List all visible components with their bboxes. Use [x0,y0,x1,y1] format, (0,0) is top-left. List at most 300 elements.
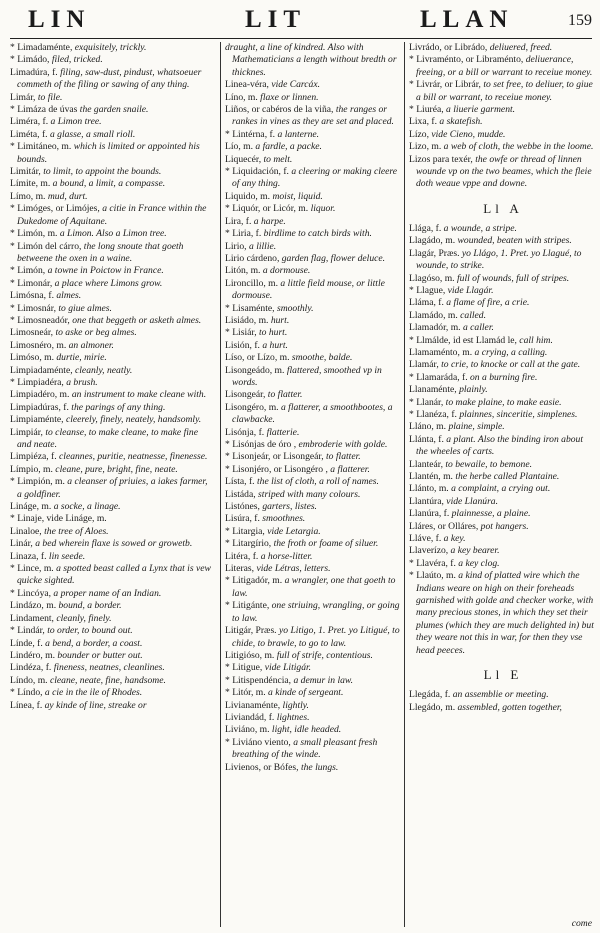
dictionary-entry [225,427,401,439]
dictionary-entry [225,315,401,327]
dictionary-entry [10,303,214,315]
entry-headword: Lisongeádo, m. [225,364,285,376]
dictionary-entry [10,377,214,389]
entry-definition: call him. [516,334,553,346]
dictionary-entry [409,421,597,433]
dictionary-entry [10,600,214,612]
entry-headword: * Llamaráda, f. [409,371,468,383]
entry-definition: a demur in law. [291,674,353,686]
entry-definition: embroderie with golde. [296,439,388,450]
entry-definition: smoothe, balde. [289,352,353,364]
entry-definition: flatterie. [264,426,300,438]
entry-definition: to crie, to knocke or call at the gate. [438,359,581,371]
entry-definition: to limit, to appoint the bounds. [40,166,162,178]
dictionary-entry [409,248,597,273]
entry-headword: Llánto, m. [409,483,449,495]
dictionary-entry [225,402,401,427]
entry-definition: lightnes. [274,711,310,723]
page-number: 159 [568,12,592,29]
dictionary-entry [225,724,401,736]
entry-headword: Lízo, [409,128,429,140]
dictionary-entry [10,315,214,327]
entry-definition: a cie in the ile of Rhodes. [42,687,143,699]
entry-definition: a lanterne. [275,128,320,140]
dictionary-entry [409,434,597,459]
dictionary-entry [10,178,214,190]
dictionary-entry [10,67,214,92]
entry-headword: * Lisaménte, [225,302,275,314]
dictionary-entry [409,689,597,701]
entry-definition: a cleanser of priuies, a iakes farmer, a goldfiner. [17,476,208,500]
entry-headword: Liviáno, m. [225,724,270,736]
entry-headword: Límpio, m. [10,463,53,475]
entry-definition: a brush. [63,376,98,388]
dictionary-entry [409,521,597,533]
dictionary-entry [409,533,597,545]
dictionary-entry [10,700,214,712]
entry-definition: the herbe called Plantaine. [452,471,560,482]
dictionary-entry [225,526,401,538]
entry-headword: * Líndo, [10,687,43,699]
entry-headword: Lironcillo, m. [225,277,279,289]
dictionary-entry [10,402,214,414]
entry-definition: a fardle, a packe. [252,141,322,153]
entry-headword: Liquecér, [225,153,262,165]
entry-headword: * Llanár, [409,396,444,408]
entry-headword: Lirio, [225,240,247,252]
entry-definition: plainnesse, a plaine. [449,508,531,520]
entry-definition: a Limon. Also a Limon tree. [57,228,167,240]
entry-definition: a socke, a linage. [51,501,121,513]
entry-definition: lin seede. [46,550,86,562]
entry-headword: Lío, m. [225,141,253,153]
entry-definition: to make plaine, to make easie. [443,396,562,408]
entry-headword: Líndo, m. [10,674,48,686]
entry-definition: to aske or beg almes. [53,327,137,339]
entry-definition: ay kinde of line, streake or [42,699,147,711]
entry-definition: the froth or foame of siluer. [271,538,379,550]
entry-definition: a bend, a border, a coast. [42,637,143,649]
entry-definition: a plant. Also the binding iron about the wheeles of carts. [416,433,584,458]
dictionary-entry [10,625,214,637]
header-left-guide-word: LIN [28,6,91,33]
entry-headword: Llága, f. [409,222,442,234]
dictionary-entry [409,558,597,570]
entry-definition: to hurt. [256,327,288,339]
entry-definition: a wrangler, one that goeth to law. [232,575,396,599]
dictionary-entry [225,662,401,674]
entry-definition: the list of cloth, a roll of names. [254,476,379,488]
entry-definition: a lillie. [246,240,277,252]
entry-definition: the tree of Aloes. [41,525,109,537]
entry-definition: the owfe or thread of linnen wounde vp on the two beames, which the fleie doth weaue vppe and downe. [416,153,592,190]
entry-definition: a harpe. [251,215,286,227]
dictionary-entry [225,551,401,563]
entry-headword: * Llmálde, id est Llamád le, [409,334,517,346]
entry-headword: Línde, f. [10,637,43,649]
dictionary-entry [10,116,214,128]
dictionary-entry [409,297,597,309]
entry-headword: Llegáda, f. [409,689,451,701]
dictionary-entry [225,253,401,265]
entry-headword: Llanteár, [409,458,443,470]
entry-definition: to cleanse, to make cleane, to make fine and neate. [17,426,198,450]
entry-definition: a key bearer. [448,545,500,557]
dictionary-entry [10,92,214,104]
entry-definition: lightly. [280,699,309,711]
entry-definition: called. [457,309,487,321]
entry-headword: * Livrár, or Librár, [409,79,481,91]
entry-headword: Liños, or cabéros de la viña, [225,104,334,116]
entry-headword: * Llaúto, m. [409,570,456,582]
dictionary-entry [10,54,214,66]
entry-headword: * Litargia, [225,525,265,537]
entry-definition: moist, liquid. [270,190,323,202]
entry-definition: a cleering or making cleere of any thing. [232,166,398,190]
dictionary-entry [10,464,214,476]
dictionary-entry [10,414,214,426]
dictionary-entry [225,439,401,451]
entry-headword: Lindázo, m. [10,600,57,612]
dictionary-entry [409,409,597,421]
dictionary-entry [10,588,214,600]
entry-headword: Lindament, [10,612,54,624]
entry-headword: * Linaje, vide Lináge, m. [10,513,107,525]
entry-definition: to order, to bound out. [44,625,133,637]
dictionary-entry [10,563,214,588]
header-middle-guide-word: LIT [245,6,307,33]
entry-headword: Líno, m. [225,91,258,103]
dictionary-entry [225,352,401,364]
entry-definition: a key clog. [455,557,500,569]
entry-headword: * Limosneadór, [10,314,70,326]
entry-definition: an almoner. [66,339,114,351]
entry-definition: the lungs. [298,761,339,773]
entry-definition: exquisitely, trickly. [72,42,147,53]
entry-headword: Líso, or Lízo, m. [225,352,290,364]
entry-headword: Lísta, f. [225,476,255,488]
dictionary-entry [225,203,401,215]
dictionary-entry [10,340,214,352]
entry-headword: Lizo, m. [409,141,442,153]
entry-definition: a proper name of an Indian. [51,587,162,599]
dictionary-entry [409,397,597,409]
entry-definition: cleanly, neatly. [72,364,133,376]
entry-headword: * Limón del cárro, [10,240,82,252]
dictionary-entry [409,483,597,495]
entry-headword: Liquido, m. [225,190,271,202]
entry-headword: * Lisónjas de óro , [225,439,297,450]
entry-definition: a key. [441,533,466,545]
entry-headword: Linaloe, [10,525,42,537]
entry-definition: a wounde, a stripe. [441,222,517,234]
entry-definition: cleerely, finely, neately, handsomly. [63,414,202,426]
entry-headword: Limpiadúras, f. [10,401,69,413]
entry-definition: a citie in France within the Dukedome of Aquitane. [17,203,207,227]
entry-definition: a bed wherein flaxe is sowed or growetb. [32,538,193,550]
dictionary-entry [409,79,597,104]
dictionary-entry [225,575,401,600]
dictionary-entry [409,322,597,334]
section-heading: Ll E [483,667,523,683]
entry-definition: cleane, pure, bright, fine, neate. [52,463,178,475]
entry-headword: * Llanéza, f. [409,408,457,420]
dictionary-entry [225,340,401,352]
entry-definition: a hurt. [259,339,288,351]
entry-definition: which is limited or appointed his bounds. [17,141,200,165]
entry-headword: Lirio cárdeno, [225,252,280,264]
dictionary-entry [10,365,214,377]
entry-headword: Lindéza, f. [10,662,52,674]
entry-definition: cleannes, puritie, neatnesse, finenesse. [56,451,208,463]
entry-headword: Llamádo, m. [409,309,458,321]
entry-headword: * Lisiár, [225,327,257,339]
entry-headword: Limpiadaménte, [10,364,73,376]
dictionary-entry [409,570,597,657]
entry-headword: Listáda, [225,488,256,500]
dictionary-entry [10,526,214,538]
entry-definition: a caller. [460,322,494,334]
entry-definition: an assemblie or meeting. [450,689,549,701]
entry-definition: a liuerie garment. [443,104,516,116]
entry-headword: Lisiádo, m. [225,314,269,326]
dictionary-entry [10,290,214,302]
entry-definition: hurt. [268,314,290,326]
entry-headword: Lláno, m. [409,421,447,433]
entry-headword: Limpiéza, f. [10,451,57,463]
entry-headword: Livrádo, or Librádo, [409,42,488,53]
entry-headword: Liméta, f. [10,128,48,140]
entry-headword: Lláve, f. [409,533,442,545]
entry-definition: smoothnes. [259,513,306,525]
entry-headword: * Limadaménte, [10,42,73,53]
entry-headword: Llegádo, m. [409,701,456,713]
dictionary-entry [10,166,214,178]
entry-definition: a towne in Poictow in France. [45,265,164,277]
entry-headword: Llaverízo, [409,545,449,557]
entry-definition: vide Litigár. [262,662,312,674]
dictionary-entry [10,278,214,290]
dictionary-entry [225,79,401,91]
entry-definition: bounder or butter out. [55,649,143,661]
dictionary-entry [225,92,401,104]
dictionary-entry [10,551,214,563]
entry-headword: * Litór, m. [225,687,266,699]
dictionary-entry [225,700,401,712]
entry-headword: Livienos, or Bófes, [225,761,299,773]
entry-definition: plainnes, sinceritie, simplenes. [456,408,578,420]
dictionary-entry [10,191,214,203]
entry-definition: to bewaile, to bemone. [442,458,532,470]
entry-definition: liquor. [308,203,336,215]
dictionary-entry [409,129,597,141]
dictionary-entry [225,389,401,401]
entry-definition: flattered, smoothed vp in words. [232,364,382,388]
entry-headword: * Lindár, [10,625,45,637]
entry-definition: to giue almes. [55,302,112,314]
dictionary-entry [225,737,401,762]
dictionary-entry [409,496,597,508]
entry-definition: on a burning fire. [467,371,538,383]
entry-definition: draught, a line of kindred. Also with Mathematicians a length without bredth or thicknes. [225,42,397,78]
dictionary-entry [225,476,401,488]
entry-definition: an instrument to make cleane with. [69,389,207,401]
dictionary-entry [409,154,597,191]
entry-definition: plaine, simple. [446,421,505,433]
entry-definition: deliuered, freed. [487,42,553,53]
entry-definition: striped with many colours. [255,488,361,500]
dictionary-entry [225,365,401,390]
dictionary-entry [225,762,401,774]
entry-definition: a horse-litter. [258,550,313,562]
dictionary-entry [409,545,597,557]
dictionary-entry [10,476,214,501]
dictionary-entry [409,459,597,471]
entry-headword: Limóso, m. [10,352,54,364]
entry-headword: * Limonár, [10,277,53,289]
entry-headword: Litéra, f. [225,550,259,562]
entry-headword: * Lince, m. [10,563,54,575]
entry-definition: vide Carcáx. [268,79,321,91]
dictionary-entry [10,650,214,662]
entry-headword: Lláres, or Olláres, [409,520,479,532]
entry-definition: almes. [53,290,82,302]
entry-definition: the garden snaile. [77,104,149,116]
dictionary-entry [225,265,401,277]
dictionary-entry [10,241,214,266]
entry-definition: filing, saw-dust, pindust, whatsoeuer commeth of the filing or sawing of any thing. [17,66,202,91]
entry-definition: vide Cieno, mudde. [428,128,506,140]
entry-definition: garden flag, flower deluce. [279,252,386,264]
dictionary-entry [409,54,597,79]
entry-definition: cleanly, finely. [53,612,112,624]
dictionary-entry [10,203,214,228]
entry-definition: full of strife, contentious. [274,649,373,661]
entry-definition: wounded, beaten with stripes. [455,235,572,247]
entry-headword: Liviandád, f. [225,711,275,723]
entry-headword: Llantén, m. [409,471,453,482]
dictionary-entry [10,638,214,650]
entry-definition: yo Litigo, 1. Pret. yo Litigué, to chide, to brawle, to go to law. [232,625,400,649]
entry-headword: * Llavéra, f. [409,557,456,569]
dictionary-entry [409,223,597,235]
dictionary-entry [225,303,401,315]
dictionary-entry [225,129,401,141]
entry-headword: Linár, [10,538,33,550]
entry-headword: * Limpiadéra, [10,376,64,388]
entry-definition: a dormouse. [260,265,311,277]
entry-headword: Lira, f. [225,215,252,227]
entry-headword: Llagóso, m. [409,272,455,284]
dictionary-entry [409,384,597,396]
entry-definition: a crying, a calling. [472,346,548,358]
entry-headword: Literas, [225,563,255,575]
entry-definition: vide Llanúra. [443,495,499,507]
entry-headword: Llagár, Præs. [409,247,460,259]
entry-headword: Límite, m. [10,178,51,190]
header-right-guide-word: LLAN [420,6,514,33]
dictionary-entry [225,228,401,240]
entry-definition: garters, listes. [259,501,317,513]
entry-headword: * Livraménto, or Libraménto, [409,54,524,66]
entry-headword: * Liviáno viento, [225,736,291,748]
entry-definition: a bound, a limit, a compasse. [50,178,166,190]
dictionary-entry [409,471,597,483]
entry-headword: Limadúra, f. [10,66,58,78]
dictionary-entry [409,141,597,153]
dictionary-entry [225,712,401,724]
dictionary-entry [225,42,401,79]
dictionary-entry [225,563,401,575]
entry-headword: Limitár, [10,166,41,178]
catchword: come [571,918,592,929]
entry-headword: Linea-véra, [225,79,269,91]
dictionary-entry [225,538,401,550]
entry-headword: Lláma, f. [409,297,444,309]
entry-headword: * Llague, [409,284,446,296]
running-header [0,6,600,40]
entry-definition: the long snoute that goeth betweene the oxen in a waine. [17,240,184,264]
entry-definition: mud, durt. [45,190,88,202]
dictionary-entry [409,42,597,54]
section-heading: Ll A [483,200,523,216]
entry-definition: to file. [35,91,63,103]
dictionary-entry [225,489,401,501]
entry-definition: yo Llágo, 1. Pret. yo Llagué, to wounde, to strike. [416,247,582,272]
entry-headword: Llamár, [409,359,439,371]
dictionary-entry [10,675,214,687]
dictionary-entry [409,104,597,116]
entry-headword: * Liquór, or Licór, m. [225,203,309,215]
entry-headword: * Litargírio, [225,538,272,550]
dictionary-entry [10,538,214,550]
entry-definition: a small pleasant fresh breathing of the winde. [232,736,378,761]
dictionary-entry [225,675,401,687]
entry-definition: flaxe or linnen. [257,91,319,103]
entry-headword: Lisúra, f. [225,513,260,525]
entry-definition: a web of cloth, the webbe in the loome. [441,141,594,153]
entry-headword: Lindéro, m. [10,649,56,661]
dictionary-entry [409,359,597,371]
dictionary-entry [10,352,214,364]
dictionary-entry [225,166,401,191]
dictionary-entry [409,702,597,714]
entry-definition: a kind of platted wire which the Indians weare on high on their foreheads garnished with golde and checker worke, with many precious stones, in which they set their plumes (which they are much delighted in) but they weare not this in war, for then they vse head peeces. [416,570,594,656]
dictionary-entry [10,141,214,166]
entry-headword: Limpiaménte, [10,414,64,426]
entry-definition: light, idle headed. [269,724,342,736]
dictionary-entry [10,228,214,240]
entry-definition: pot hangers. [478,520,529,532]
entry-definition: a flatterer. [327,463,370,475]
entry-headword: Litigár, Præs. [225,625,277,637]
entry-definition: a complaint, a crying out. [448,483,551,495]
entry-definition: smoothly. [274,302,314,314]
entry-headword: * Lisonjéro, or Lisongéro , [225,463,328,475]
entry-headword: Lináge, m. [10,501,52,513]
entry-headword: Lisión, f. [225,339,260,351]
entry-definition: full of wounds, full of stripes. [454,272,570,284]
entry-definition: bound, a border. [56,600,122,612]
entry-definition: assembled, gotten together, [455,701,562,713]
dictionary-entry [10,327,214,339]
dictionary-entry [225,278,401,303]
dictionary-entry [409,335,597,347]
dictionary-entry [10,613,214,625]
entry-headword: * Liquidación, f. [225,166,289,178]
dictionary-entry [225,141,401,153]
entry-headword: Línea, f. [10,699,43,711]
